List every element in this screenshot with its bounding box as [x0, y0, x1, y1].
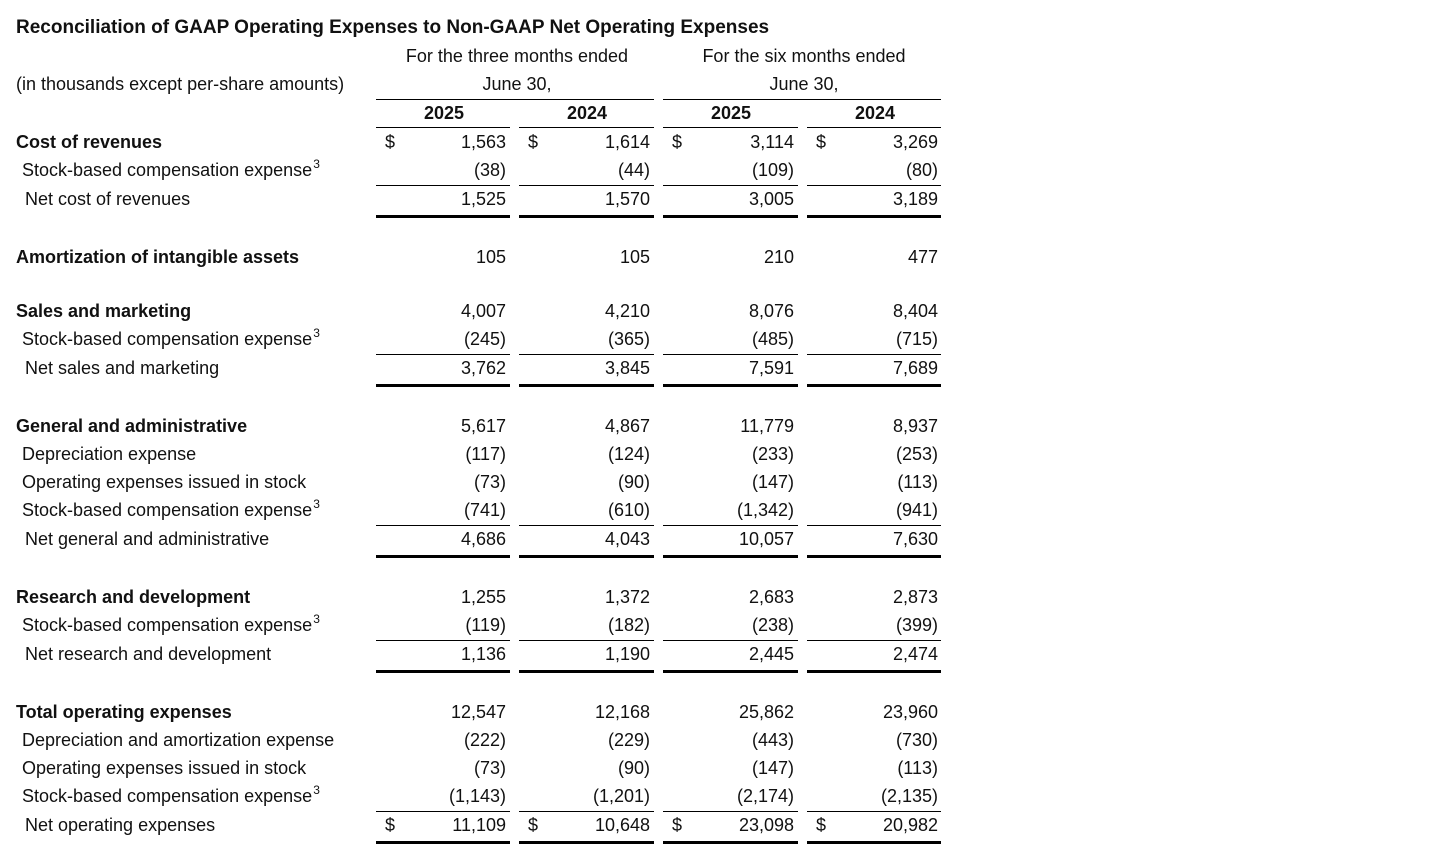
- value-cell: (238): [751, 615, 794, 635]
- total-double-rule: [376, 841, 510, 844]
- period-header-three-months-line2: June 30,: [482, 74, 552, 94]
- currency-symbol: $: [672, 132, 683, 152]
- value-cell: 25,862: [738, 702, 794, 722]
- subtotal-rule: [376, 640, 510, 641]
- value-cell: (113): [897, 472, 938, 492]
- subtotal-rule: [376, 354, 510, 355]
- subtotal-rule: [807, 525, 941, 526]
- subtotal-rule: [519, 640, 654, 641]
- value-cell: (741): [463, 500, 506, 520]
- subtotal-rule: [519, 354, 654, 355]
- adjustment-label: [22, 498, 320, 522]
- row-label-text: Stock-based compensation expense: [22, 500, 313, 520]
- value-cell: 3,269: [892, 132, 938, 152]
- value-cell: 1,372: [604, 587, 650, 607]
- value-cell: (443): [751, 730, 794, 750]
- row-label-text: Amortization of intangible assets: [16, 247, 300, 267]
- year-header-underline: [663, 127, 798, 128]
- value-cell: 1,570: [604, 189, 650, 209]
- value-cell: 3,762: [460, 358, 506, 378]
- section-heading: [16, 299, 191, 323]
- value-cell: 1,255: [460, 587, 506, 607]
- total-double-rule: [519, 215, 654, 218]
- value-cell: 7,591: [748, 358, 794, 378]
- total-double-rule: [807, 555, 941, 558]
- value-cell: 1,136: [460, 644, 506, 664]
- value-cell: 20,982: [882, 815, 938, 835]
- value-cell: 8,404: [892, 301, 938, 321]
- year-header: 2024: [854, 103, 896, 123]
- row-label-text: Net sales and marketing: [25, 358, 220, 378]
- value-cell: 2,873: [892, 587, 938, 607]
- subtotal-rule: [376, 811, 510, 812]
- row-label-text: Cost of revenues: [16, 132, 163, 152]
- total-double-rule: [663, 384, 798, 387]
- value-cell: (90): [617, 758, 650, 778]
- subtotal-rule: [807, 811, 941, 812]
- subtotal-rule: [663, 811, 798, 812]
- value-cell: (485): [751, 329, 794, 349]
- adjustment-label: [22, 327, 320, 351]
- subtotal-rule: [807, 354, 941, 355]
- value-cell: (715): [895, 329, 938, 349]
- value-cell: 3,005: [748, 189, 794, 209]
- value-cell: 2,683: [748, 587, 794, 607]
- value-cell: 12,168: [594, 702, 650, 722]
- subtotal-rule: [807, 185, 941, 186]
- value-cell: 4,007: [460, 301, 506, 321]
- value-cell: (73): [473, 472, 506, 492]
- total-double-rule: [663, 215, 798, 218]
- total-double-rule: [807, 841, 941, 844]
- row-label-text: Net research and development: [25, 644, 272, 664]
- value-cell: (2,135): [880, 786, 938, 806]
- value-cell: 11,779: [740, 416, 794, 436]
- footnote-marker: 3: [313, 612, 320, 626]
- value-cell: (229): [607, 730, 650, 750]
- value-cell: (1,143): [448, 786, 506, 806]
- value-cell: 1,190: [604, 644, 650, 664]
- section-heading: [16, 585, 250, 609]
- value-cell: (1,201): [592, 786, 650, 806]
- value-cell: (222): [463, 730, 506, 750]
- value-cell: 3,845: [604, 358, 650, 378]
- value-cell: 2,474: [892, 644, 938, 664]
- subtotal-rule: [376, 185, 510, 186]
- total-double-rule: [376, 215, 510, 218]
- value-cell: 2,445: [748, 644, 794, 664]
- value-cell: (38): [473, 160, 506, 180]
- currency-symbol: $: [672, 815, 683, 835]
- value-cell: 10,057: [738, 529, 794, 549]
- adjustment-label: [22, 470, 306, 494]
- value-cell: 1,525: [460, 189, 506, 209]
- section-heading: [16, 700, 232, 724]
- adjustment-label: [22, 442, 196, 466]
- value-cell: (119): [465, 615, 506, 635]
- row-label-text: Net general and administrative: [25, 529, 270, 549]
- period-header-six-months-line2: June 30,: [769, 74, 839, 94]
- value-cell: 11,109: [452, 815, 506, 835]
- currency-symbol: $: [816, 815, 827, 835]
- adjustment-label: [22, 158, 320, 182]
- total-double-rule: [663, 670, 798, 673]
- row-label-text: Research and development: [16, 587, 251, 607]
- value-cell: 23,960: [882, 702, 938, 722]
- adjustment-label: [22, 728, 334, 752]
- value-cell: 8,076: [748, 301, 794, 321]
- row-label-text: Depreciation expense: [22, 444, 197, 464]
- value-cell: 4,867: [604, 416, 650, 436]
- total-double-rule: [376, 555, 510, 558]
- net-total-label: [25, 813, 215, 837]
- year-header-rule: [663, 99, 941, 100]
- year-header: 2025: [423, 103, 465, 123]
- net-total-label: [25, 356, 219, 380]
- footnote-marker: 3: [313, 497, 320, 511]
- value-cell: (941): [895, 500, 938, 520]
- total-double-rule: [663, 841, 798, 844]
- net-total-label: [25, 527, 269, 551]
- row-label-text: Sales and marketing: [16, 301, 192, 321]
- value-cell: 12,547: [450, 702, 506, 722]
- row-label-text: Stock-based compensation expense: [22, 329, 313, 349]
- value-cell: 3,189: [892, 189, 938, 209]
- footnote-marker: 3: [313, 783, 320, 797]
- adjustment-label: [22, 756, 306, 780]
- total-double-rule: [663, 555, 798, 558]
- value-cell: (1,342): [736, 500, 794, 520]
- value-cell: (610): [607, 500, 650, 520]
- value-cell: (182): [607, 615, 650, 635]
- row-label-text: General and administrative: [16, 416, 248, 436]
- adjustment-label: [22, 613, 320, 637]
- value-cell: (109): [751, 160, 794, 180]
- year-header: 2025: [710, 103, 752, 123]
- report-title: Reconciliation of GAAP Operating Expenses to Non-GAAP Net Operating Expenses: [16, 17, 770, 38]
- subtotal-rule: [519, 525, 654, 526]
- year-header: 2024: [566, 103, 608, 123]
- value-cell: 7,630: [892, 529, 938, 549]
- value-cell: 5,617: [460, 416, 506, 436]
- value-cell: 3,114: [750, 132, 794, 152]
- value-cell: (245): [463, 329, 506, 349]
- row-label-text: Operating expenses issued in stock: [22, 758, 307, 778]
- currency-symbol: $: [528, 815, 539, 835]
- value-cell: (147): [751, 758, 794, 778]
- value-cell: (730): [895, 730, 938, 750]
- total-double-rule: [519, 670, 654, 673]
- subtotal-rule: [376, 525, 510, 526]
- total-double-rule: [376, 384, 510, 387]
- row-label-text: Stock-based compensation expense: [22, 786, 313, 806]
- year-header-underline: [519, 127, 654, 128]
- period-header-three-months-line1: For the three months ended: [405, 46, 629, 66]
- row-label-text: Operating expenses issued in stock: [22, 472, 307, 492]
- footnote-marker: 3: [313, 326, 320, 340]
- value-cell: (44): [617, 160, 650, 180]
- value-cell: 1,563: [460, 132, 506, 152]
- value-cell: 23,098: [738, 815, 794, 835]
- value-cell: 4,210: [604, 301, 650, 321]
- total-double-rule: [807, 670, 941, 673]
- section-heading: [16, 414, 247, 438]
- adjustment-label: [22, 784, 320, 808]
- total-double-rule: [807, 215, 941, 218]
- period-header-six-months-line1: For the six months ended: [702, 46, 906, 66]
- section-heading: [16, 130, 162, 154]
- subtotal-rule: [663, 640, 798, 641]
- currency-symbol: $: [385, 132, 396, 152]
- value-cell: 1,614: [604, 132, 650, 152]
- units-note: (in thousands except per-share amounts): [16, 74, 345, 94]
- subtotal-rule: [519, 185, 654, 186]
- subtotal-rule: [519, 811, 654, 812]
- subtotal-rule: [663, 525, 798, 526]
- net-total-label: [25, 642, 271, 666]
- total-double-rule: [807, 384, 941, 387]
- row-label-text: Total operating expenses: [16, 702, 232, 722]
- value-cell: 210: [763, 247, 794, 267]
- value-cell: (73): [473, 758, 506, 778]
- value-cell: 10,648: [594, 815, 650, 835]
- row-label-text: Stock-based compensation expense: [22, 160, 313, 180]
- currency-symbol: $: [528, 132, 539, 152]
- value-cell: 4,686: [460, 529, 506, 549]
- value-cell: 477: [907, 247, 938, 267]
- value-cell: (365): [607, 329, 650, 349]
- value-cell: (124): [607, 444, 650, 464]
- row-label-text: Stock-based compensation expense: [22, 615, 313, 635]
- value-cell: (253): [895, 444, 938, 464]
- value-cell: (2,174): [736, 786, 794, 806]
- value-cell: 4,043: [604, 529, 650, 549]
- value-cell: (113): [897, 758, 938, 778]
- value-cell: (147): [751, 472, 794, 492]
- currency-symbol: $: [816, 132, 827, 152]
- footnote-marker: 3: [313, 157, 320, 171]
- total-double-rule: [519, 555, 654, 558]
- row-label-text: Depreciation and amortization expense: [22, 730, 335, 750]
- value-cell: 105: [475, 247, 506, 267]
- value-cell: (117): [465, 444, 506, 464]
- section-heading: [16, 245, 299, 269]
- total-double-rule: [376, 670, 510, 673]
- value-cell: 105: [619, 247, 650, 267]
- year-header-underline: [376, 127, 510, 128]
- year-header-rule: [376, 99, 654, 100]
- year-header-underline: [807, 127, 941, 128]
- value-cell: (233): [751, 444, 794, 464]
- value-cell: 8,937: [892, 416, 938, 436]
- subtotal-rule: [663, 354, 798, 355]
- value-cell: (80): [905, 160, 938, 180]
- value-cell: (399): [895, 615, 938, 635]
- row-label-text: Net operating expenses: [25, 815, 216, 835]
- net-total-label: [25, 187, 190, 211]
- value-cell: (90): [617, 472, 650, 492]
- total-double-rule: [519, 384, 654, 387]
- subtotal-rule: [807, 640, 941, 641]
- currency-symbol: $: [385, 815, 396, 835]
- row-label-text: Net cost of revenues: [25, 189, 191, 209]
- subtotal-rule: [663, 185, 798, 186]
- value-cell: 7,689: [892, 358, 938, 378]
- total-double-rule: [519, 841, 654, 844]
